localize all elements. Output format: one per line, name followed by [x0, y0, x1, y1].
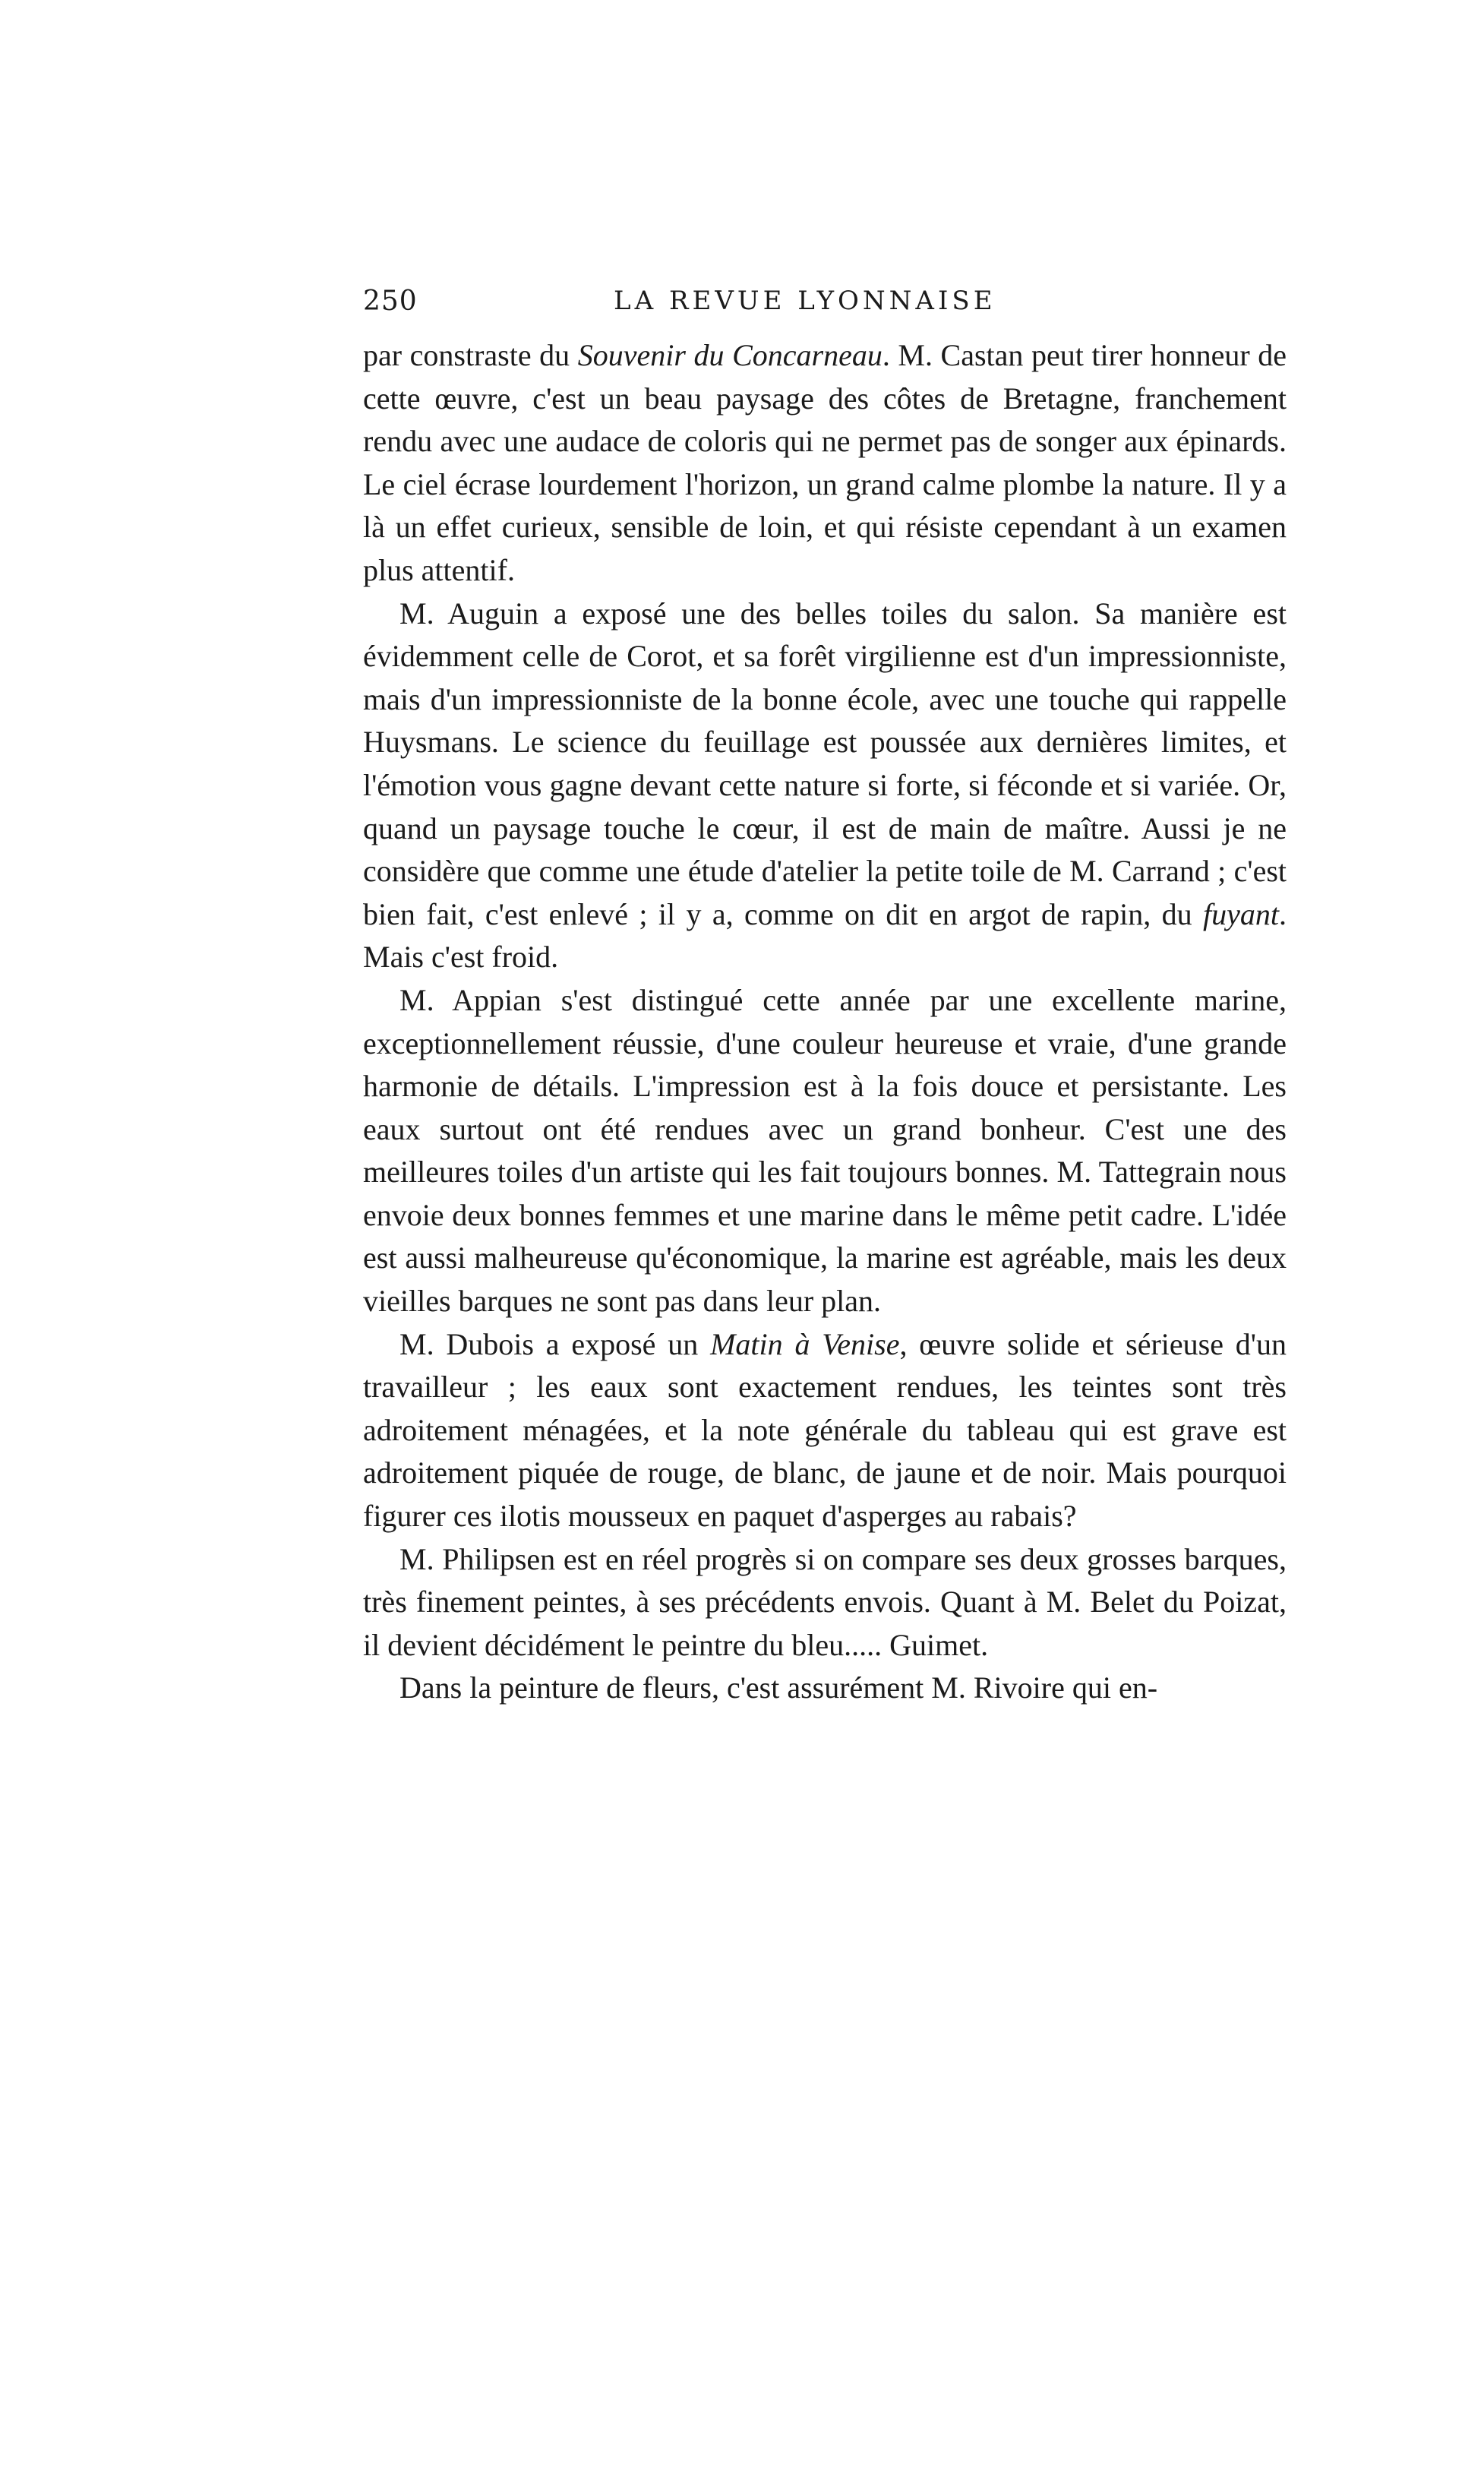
artwork-title: Souvenir du Concarneau	[577, 338, 883, 372]
running-header	[363, 286, 1287, 331]
paragraph-dubois: M. Dubois a exposé un Matin à Venise, œuvre solide et sérieuse d'un travailleur ; les eaux sont exactement rendues, les teintes sont très adroitement ménagées, et la note générale du tableau qui est grave est adroitement piquée de rouge, de blanc, de jaune et de noir. Mais pourquoi figurer ces ilotis mousseux en paquet d'asperges au rabais?	[363, 1326, 1287, 1534]
page-number: 250	[363, 286, 418, 317]
italic-term: fuyant	[1203, 896, 1279, 931]
paragraph-philipsen: M. Philipsen est en réel progrès si on compare ses deux grosses barques, très finement peintes, à ses précédents envois. Quant à M. Belet du Poizat, il devient décidément le peintre du bleu..... Guimet.	[363, 1541, 1287, 1662]
paragraph-auguin: M. Auguin a exposé une des belles toiles du salon. Sa manière est évidemment celle de Corot, et sa forêt virgilienne est d'un impressionniste, mais d'un impressionniste de la bonne école, avec une touche qui rappelle Huysmans. Le science du feuillage est poussée aux dernières limites, et l'émotion vous gagne devant cette nature si forte, si féconde et si variée. Or, quand un paysage touche le cœur, il est de main de maître. Aussi je ne considère que comme une étude d'atelier la petite toile de M. Carrand ; c'est bien fait, c'est enlevé ; il y a, comme on dit en argot de rapin, du fuyant. Mais c'est froid.	[363, 596, 1287, 975]
artwork-title: Matin à Venise	[710, 1326, 900, 1361]
running-title: LA REVUE LYONNAISE	[614, 286, 996, 316]
body-text	[363, 334, 1287, 1710]
paragraph-fleurs: Dans la peinture de fleurs, c'est assurément M. Rivoire qui en-	[399, 1670, 1158, 1705]
paragraph-castan: par constraste du Souvenir du Concarneau. M. Castan peut tirer honneur de cette œuvre, c'est un beau paysage des côtes de Bretagne, franchement rendu avec une audace de coloris qui ne permet pas de songer aux épinards. Le ciel écrase lourdement l'horizon, un grand calme plombe la nature. Il y a là un effet curieux, sensible de loin, et qui résiste cependant à un examen plus attentif.	[363, 338, 1287, 587]
paragraph-appian: M. Appian s'est distingué cette année par une excellente marine, exceptionnellement réussie, d'une couleur heureuse et vraie, d'une grande harmonie de détails. L'impression est à la fois douce et persistante. Les eaux surtout ont été rendues avec un grand bonheur. C'est une des meilleures toiles d'un artiste qui les fait toujours bonnes. M. Tattegrain nous envoie deux bonnes femmes et une marine dans le même petit cadre. L'idée est aussi malheureuse qu'économique, la marine est agréable, mais les deux vieilles barques ne sont pas dans leur plan.	[363, 982, 1287, 1319]
